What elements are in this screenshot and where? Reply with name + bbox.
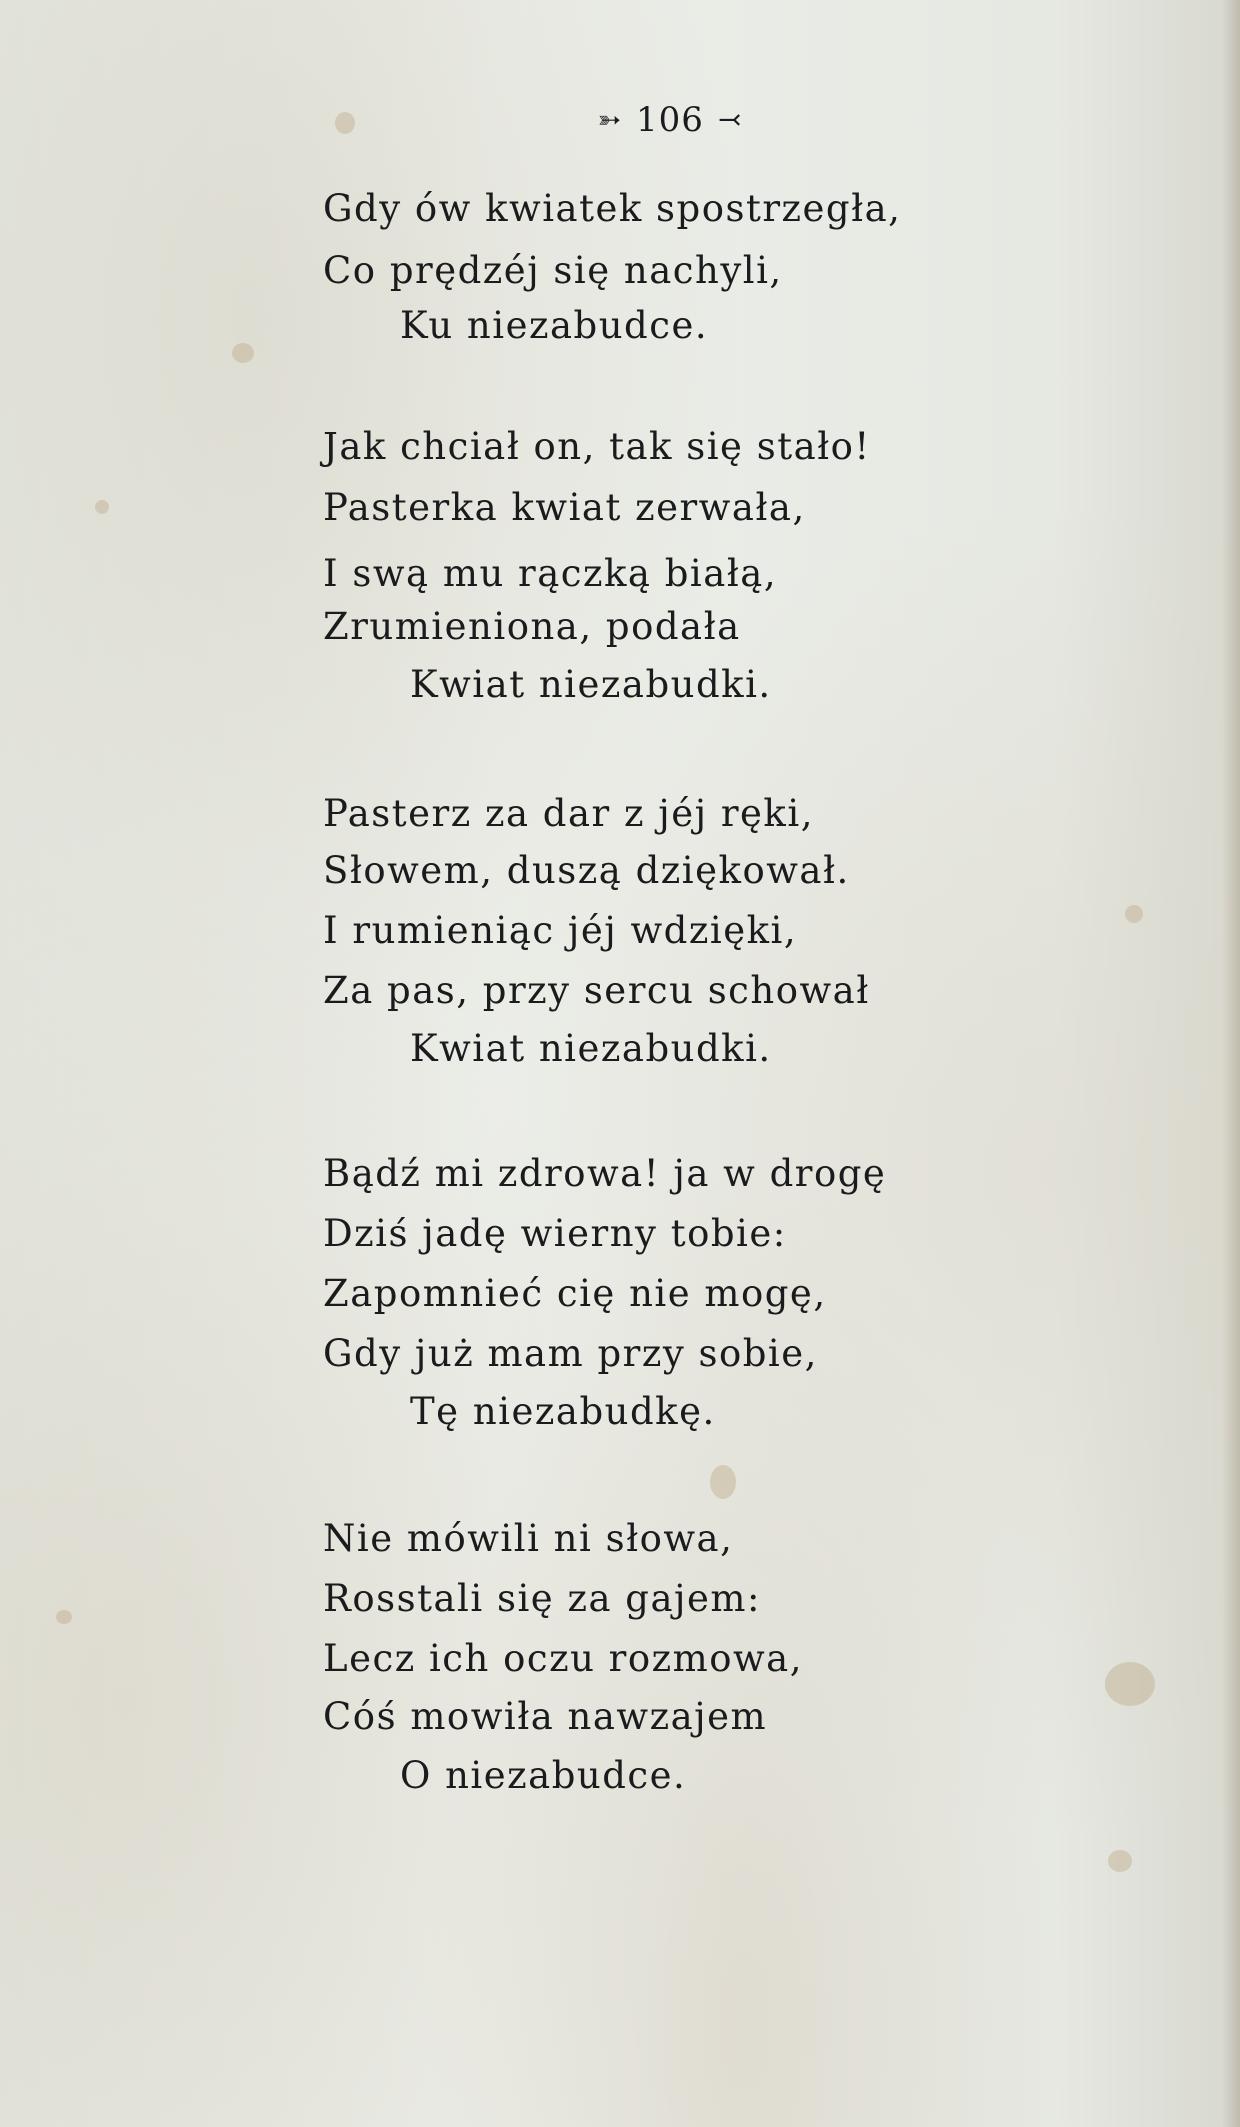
poem-line: Dziś jadę wierny tobie: [323,1212,787,1255]
page-number-header [545,100,795,140]
paper-stain [232,343,254,363]
paper-stain [1125,905,1143,923]
poem-line: Pasterz za dar z jéj ręki, [323,792,814,835]
ornament-right-icon: ⤙ [717,103,743,136]
poem-line: Jak chciał on, tak się stało! [323,425,871,468]
poem-line: I swą mu rączką białą, [323,552,778,595]
poem-line: O niezabudce. [400,1754,687,1797]
paper-stain [56,1610,72,1624]
poem-line: Rosstali się za gajem: [323,1577,761,1620]
poem-line: Co prędzéj się nachyli, [323,249,783,292]
page-number: 106 [636,100,704,140]
paper-stain [1108,1850,1132,1872]
poem-line: Tę niezabudkę. [410,1390,716,1433]
page-edge-shadow [1222,0,1240,2127]
ornament-left-icon: ➳ [597,103,623,136]
poem-line: Kwiat niezabudki. [410,1027,772,1070]
poem-line: Gdy już mam przy sobie, [323,1332,818,1375]
poem-line: Kwiat niezabudki. [410,663,772,706]
paper-stain [1105,1662,1155,1706]
poem-line: Zrumieniona, podała [323,605,741,648]
poem-line: Nie mówili ni słowa, [323,1517,734,1560]
poem-line: Lecz ich oczu rozmowa, [323,1637,803,1680]
poem-line: Cóś mowiła nawzajem [323,1695,768,1738]
poem-line: Zapomnieć cię nie mogę, [323,1272,827,1315]
poem-line: Pasterka kwiat zerwała, [323,486,806,529]
poem-line: I rumieniąc jéj wdzięki, [323,909,798,952]
poem-line: Słowem, duszą dziękował. [323,849,850,892]
paper-stain [710,1465,736,1499]
poem-line: Gdy ów kwiatek spostrzegła, [323,187,902,230]
poem-line: Za pas, przy sercu schował [323,969,870,1012]
poem-line: Bądź mi zdrowa! ja w drogę [323,1152,887,1195]
paper-stain [95,500,109,514]
paper-stain [335,112,355,134]
poem-line: Ku niezabudce. [400,304,709,347]
